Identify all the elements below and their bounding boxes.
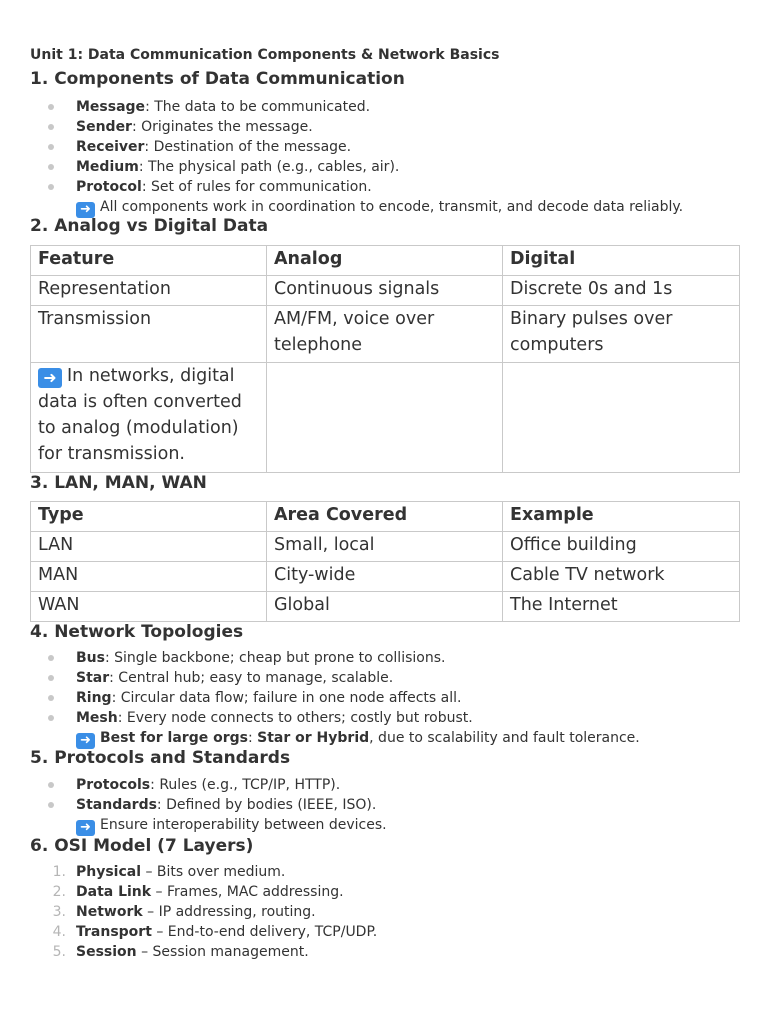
section-5-heading: 5. Protocols and Standards	[30, 748, 291, 768]
table-cell: Small, local	[267, 532, 503, 562]
table-row	[31, 276, 740, 306]
table-cell: MAN	[31, 562, 267, 592]
list-item: Sender: Originates the message.	[30, 117, 683, 137]
list-item: Medium: The physical path (e.g., cables, air).	[30, 157, 683, 177]
right-arrow-icon: ➜	[76, 820, 95, 836]
protocols-list	[30, 775, 387, 835]
table-cell: LAN	[31, 532, 267, 562]
table-cell: Transmission	[31, 306, 267, 363]
table-cell	[267, 363, 503, 473]
table-header-cell: Analog	[267, 246, 503, 276]
analog-digital-table	[30, 245, 740, 473]
table-cell: Discrete 0s and 1s	[503, 276, 740, 306]
list-item: Bus: Single backbone; cheap but prone to collisions.	[30, 648, 640, 668]
table-header-cell: Type	[31, 502, 267, 532]
table-header-cell: Feature	[31, 246, 267, 276]
components-list	[30, 97, 683, 217]
document-title: Unit 1: Data Communication Components & Network Basics	[30, 47, 500, 63]
table-row	[31, 592, 740, 622]
table-row	[31, 363, 740, 473]
table-cell	[503, 363, 740, 473]
table-cell: Binary pulses over computers	[503, 306, 740, 363]
list-item: Protocol: Set of rules for communication.	[30, 177, 683, 197]
list-item: 2. Data Link – Frames, MAC addressing.	[52, 884, 344, 900]
table-header-cell: Example	[503, 502, 740, 532]
table-cell: Continuous signals	[267, 276, 503, 306]
section-4-note: ➜ Best for large orgs: Star or Hybrid, due to scalability and fault tolerance.	[30, 728, 640, 748]
list-item: Protocols: Rules (e.g., TCP/IP, HTTP).	[30, 775, 387, 795]
table-cell: AM/FM, voice over telephone	[267, 306, 503, 363]
section-6-heading: 6. OSI Model (7 Layers)	[30, 836, 254, 856]
table-header-row	[31, 246, 740, 276]
table-cell: City-wide	[267, 562, 503, 592]
table-row	[31, 562, 740, 592]
list-item: Ring: Circular data flow; failure in one node affects all.	[30, 688, 640, 708]
table-cell: WAN	[31, 592, 267, 622]
section-4-heading: 4. Network Topologies	[30, 622, 244, 642]
network-types-table	[30, 501, 740, 622]
table-cell: Global	[267, 592, 503, 622]
list-item: Receiver: Destination of the message.	[30, 137, 683, 157]
table-row	[31, 532, 740, 562]
list-item: Star: Central hub; easy to manage, scalable.	[30, 668, 640, 688]
right-arrow-icon: ➜	[76, 733, 95, 749]
osi-layers-list	[30, 862, 377, 962]
table-header-cell: Digital	[503, 246, 740, 276]
table-row	[31, 306, 740, 363]
table-note-cell: ➜ In networks, digital data is often converted to analog (modulation) for transmission.	[31, 363, 267, 473]
right-arrow-icon: ➜	[38, 368, 62, 388]
table-cell: The Internet	[503, 592, 740, 622]
right-arrow-icon: ➜	[76, 202, 95, 218]
section-1-note: ➜ All components work in coordination to encode, transmit, and decode data reliably.	[30, 197, 683, 217]
list-item: 5. Session – Session management.	[52, 944, 309, 960]
table-header-row	[31, 502, 740, 532]
section-1-heading: 1. Components of Data Communication	[30, 69, 405, 89]
list-item: 3. Network – IP addressing, routing.	[52, 904, 316, 920]
list-item: Mesh: Every node connects to others; costly but robust.	[30, 708, 640, 728]
table-header-cell: Area Covered	[267, 502, 503, 532]
list-item: Message: The data to be communicated.	[30, 97, 683, 117]
list-item: 4. Transport – End-to-end delivery, TCP/UDP.	[52, 924, 378, 940]
table-cell: Cable TV network	[503, 562, 740, 592]
section-2-heading: 2. Analog vs Digital Data	[30, 216, 269, 236]
topologies-list	[30, 648, 640, 748]
table-cell: Office building	[503, 532, 740, 562]
list-item: Standards: Defined by bodies (IEEE, ISO).	[30, 795, 387, 815]
list-item: 1. Physical – Bits over medium.	[52, 864, 286, 880]
section-5-note: ➜ Ensure interoperability between devices.	[30, 815, 387, 835]
table-cell: Representation	[31, 276, 267, 306]
section-3-heading: 3. LAN, MAN, WAN	[30, 473, 207, 493]
